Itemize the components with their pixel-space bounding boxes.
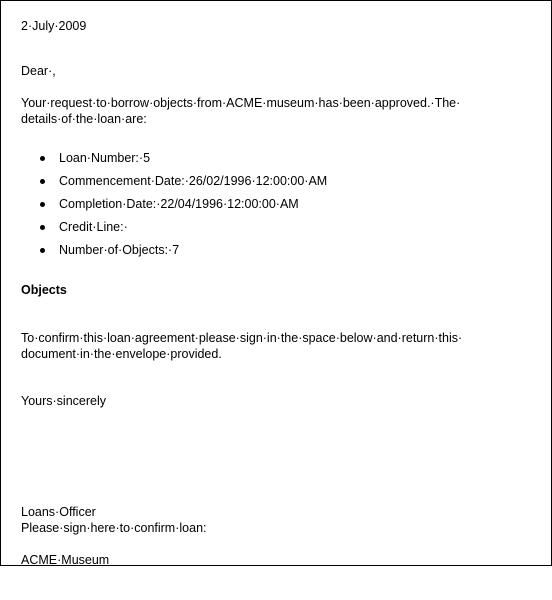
- number-of-objects: Number·of·Objects:·7: [59, 243, 180, 257]
- bullet-icon: [40, 248, 45, 253]
- sign-prompt: Please·sign·here·to·confirm·loan:: [21, 521, 207, 535]
- closing: Yours·sincerely: [21, 394, 106, 408]
- list-item: [21, 150, 327, 173]
- bullet-icon: [40, 156, 45, 161]
- bullet-icon: [40, 179, 45, 184]
- loan-details-list: [21, 150, 327, 265]
- loan-number: Loan·Number:·5: [59, 151, 151, 165]
- signatory-title: Loans·Officer: [21, 505, 96, 519]
- list-item: [21, 196, 327, 219]
- confirm-paragraph: To·confirm·this·loan·agreement·please·sign·in·the·space·below·and·return·this· document·in·the·envelope·provided.: [21, 331, 466, 361]
- intro-paragraph: Your·request·to·borrow·objects·from·ACME·museum·has·been·approved.·The· details·of·the·loan·are:: [21, 96, 464, 126]
- signature-block: [21, 472, 109, 600]
- list-item: [21, 173, 327, 196]
- list-item: [21, 219, 327, 242]
- commencement-date: Commencement·Date:·26/02/1996·12:00:00·AM: [59, 174, 328, 188]
- signatory-org: ACME·Museum: [21, 553, 110, 567]
- list-item: [21, 242, 327, 265]
- credit-line: Credit·Line:·: [59, 220, 128, 234]
- objects-heading: Objects: [21, 283, 67, 297]
- salutation: Dear·,: [21, 64, 56, 78]
- bullet-icon: [40, 225, 45, 230]
- bullet-icon: [40, 202, 45, 207]
- completion-date: Completion·Date:·22/04/1996·12:00:00·AM: [59, 197, 299, 211]
- letter-date: 2·July·2009: [21, 19, 87, 33]
